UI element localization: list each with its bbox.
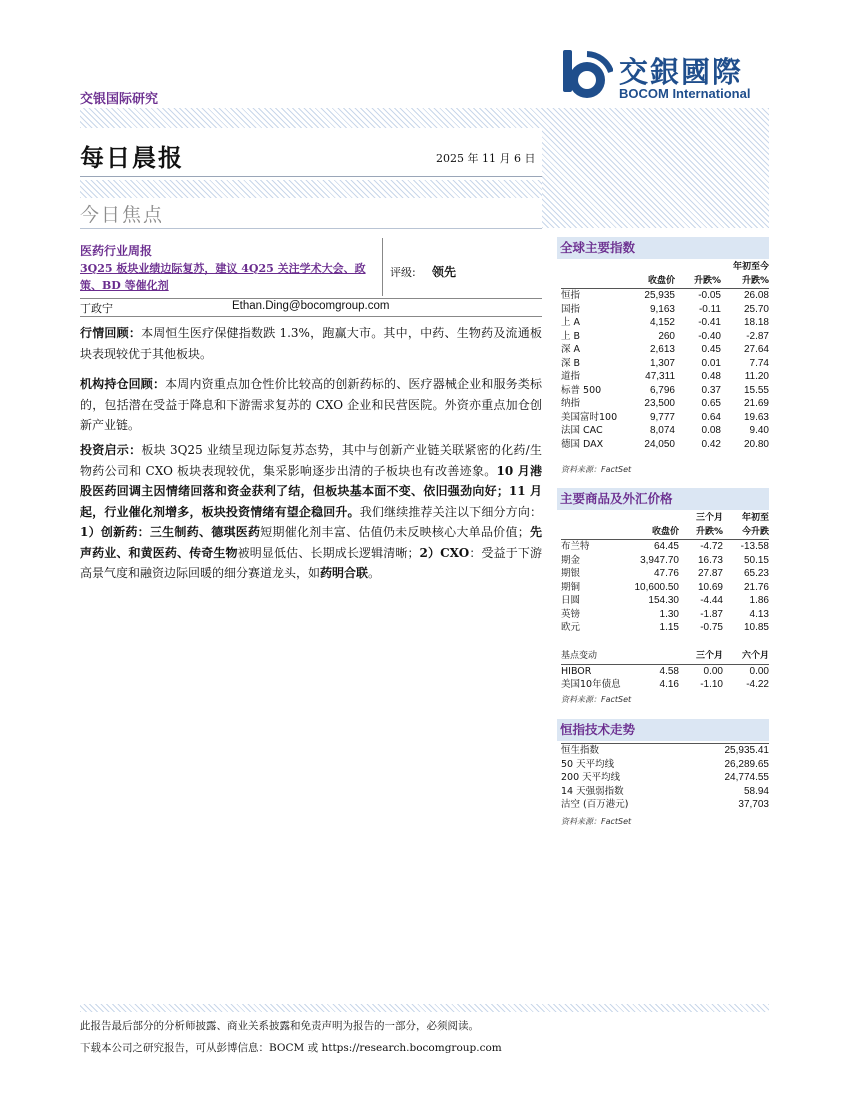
- index-row-ytd: 21.69: [743, 398, 769, 409]
- index-row: [561, 316, 769, 330]
- p3-t3: 短期催化剂丰富、估值仍未反映核心大单品价值；: [260, 525, 530, 539]
- commodity-row-ytd: 50.15: [743, 554, 769, 566]
- index-row-close: 2,613: [649, 344, 675, 355]
- rates-header-row: [561, 650, 769, 664]
- index-row-name: 纳指: [561, 398, 581, 409]
- index-row-close: 9,777: [649, 411, 675, 423]
- bocom-logo: [557, 48, 769, 104]
- index-row-chg: 0.45: [701, 344, 721, 355]
- commodity-row-m3: -1.87: [700, 608, 723, 620]
- research-label: 交银国际研究: [80, 92, 159, 107]
- technical-row-value: 37,703: [738, 799, 769, 810]
- technical-row: [561, 771, 769, 785]
- index-row-chg: 0.01: [701, 357, 721, 369]
- rating-value: 领先: [432, 265, 457, 279]
- commodity-row-ytd: 65.23: [743, 568, 769, 579]
- col-3m-a: 三个月: [695, 513, 723, 523]
- index-row-close: 260: [658, 330, 675, 342]
- p3-t1: 板块 3Q25 业绩呈现边际复苏态势，其中与创新产业链关联紧密的化药/生物药公司和 CXO 板块表现较优，集采影响逐步出清的子板块也有改善迹象。: [80, 443, 542, 478]
- index-row-name: 道指: [561, 371, 581, 382]
- report-category: 医药行业周报: [80, 244, 153, 258]
- footer-download[interactable]: 下载本公司之研究报告，可从彭博信息：BOCM 或 https://research.bocomgroup.com: [80, 1042, 502, 1054]
- p2-text: 本周内资重点加仓性价比较高的创新药标的、医疗器械企业和服务类标的，包括潜在受益于降息和下游需求复苏的 CXO 企业和民营医院。外资亦重点加仓创新产业链。: [80, 377, 542, 432]
- bocom-logo-mark: [557, 48, 613, 104]
- commodity-row-ytd: 10.85: [743, 622, 769, 633]
- index-row-close: 23,500: [644, 398, 675, 409]
- commodity-row-close: 47.76: [653, 568, 679, 579]
- index-row-chg: -0.41: [698, 317, 721, 328]
- p1-lead: 行情回顾：: [80, 326, 142, 340]
- index-row-close: 6,796: [649, 384, 675, 396]
- commodity-row-close: 3,947.70: [640, 554, 679, 566]
- p3-b1: 10 月港股医药回调主因情绪回落和资金获利了结，但板块基本面不变、依旧强劲向好；11 月起，行业催化剂增多，板块投资情绪有望企稳回升。: [80, 463, 542, 519]
- p3-t4: 被明显低估、长期成长逻辑清晰；: [237, 545, 420, 560]
- commodity-row-ytd: 21.76: [743, 581, 769, 593]
- commodity-row-ytd: -13.58: [740, 541, 769, 552]
- rate-row-name: 美国10年债息: [561, 679, 621, 690]
- commodity-row-name: 期铜: [561, 581, 581, 593]
- title-divider: [80, 176, 542, 177]
- technical-row: [561, 744, 769, 758]
- index-row: [561, 330, 769, 344]
- commodity-row-name: 期金: [561, 554, 581, 566]
- analyst-divider: [80, 316, 542, 317]
- index-row: [561, 397, 769, 411]
- rate-row-m6: 0.00: [749, 665, 769, 677]
- index-row-chg: 0.08: [701, 425, 721, 436]
- index-row-ytd: 7.74: [749, 357, 769, 369]
- p3-b4: 2）CXO: [419, 545, 470, 560]
- commodity-row: [561, 621, 769, 635]
- technical-row: [561, 798, 769, 812]
- report-box: [80, 238, 542, 299]
- commodity-row: [561, 594, 769, 608]
- p3-t2: 我们继续推荐关注以下细分方向：: [359, 504, 542, 519]
- analyst-name: 丁政宁: [80, 302, 113, 315]
- index-row-ytd: -2.87: [746, 330, 769, 342]
- indices-table: [561, 261, 769, 451]
- commodity-row-m3: 27.87: [697, 568, 723, 579]
- index-row-chg: 0.37: [701, 384, 721, 396]
- commodity-row: [561, 554, 769, 568]
- commodity-row-ytd: 4.13: [749, 608, 769, 620]
- index-row-close: 25,935: [644, 290, 675, 301]
- index-row-ytd: 11.20: [744, 371, 769, 382]
- commodity-row-m3: -4.72: [700, 541, 723, 552]
- col-3m-b: 升跌%: [695, 526, 723, 537]
- index-row-name: 恒指: [561, 290, 581, 301]
- col-ytd-chg: 升跌%: [741, 275, 769, 286]
- paragraph-investment: [80, 440, 542, 584]
- index-row-ytd: 26.08: [743, 290, 769, 301]
- index-row-chg: 0.42: [701, 438, 721, 450]
- p3-t6: 。: [368, 566, 381, 580]
- index-row-close: 4,152: [649, 317, 675, 328]
- technical-row-value: 25,935.41: [724, 745, 769, 756]
- index-row: [561, 289, 769, 303]
- index-row-name: 深 B: [561, 357, 581, 369]
- focus-divider: [80, 228, 542, 229]
- indices-source: 资料来源：FactSet: [561, 465, 632, 474]
- col-close: 收盘价: [647, 275, 675, 286]
- focus-band: [80, 180, 542, 198]
- index-row: [561, 343, 769, 357]
- col-ytd: 年初至今: [732, 262, 769, 272]
- paragraph-holdings: [80, 374, 542, 436]
- footer-disclaimer: 此报告最后部分的分析师披露、商业关系披露和免责声明为报告的一部分，必须阅读。: [80, 1020, 479, 1032]
- rate-row-m3: 0.00: [703, 665, 723, 677]
- p3-b5: 药明合联: [320, 566, 369, 580]
- technical-row-value: 24,774.55: [724, 772, 769, 783]
- index-row-chg: -0.40: [698, 330, 721, 342]
- technical-row-name: 50 天平均线: [561, 758, 615, 770]
- rates-col-6m: 六个月: [741, 651, 769, 661]
- index-row-name: 德国 DAX: [561, 438, 604, 450]
- technicals-source: 资料来源：FactSet: [561, 817, 632, 826]
- index-row: [561, 370, 769, 384]
- index-row-ytd: 18.18: [743, 317, 769, 328]
- p1-text: 本周恒生医疗保健指数跌 1.3%，跑赢大市。其中，中药、生物药及流通板块表现较优于其他板块。: [80, 326, 542, 361]
- commodities-header-row-1: [561, 512, 769, 526]
- technical-row: [561, 785, 769, 799]
- index-row-name: 法国 CAC: [561, 425, 603, 436]
- indices-header-row-1: [561, 261, 769, 275]
- technical-row-value: 58.94: [743, 785, 769, 797]
- footer-band: [80, 1004, 769, 1012]
- index-row: [561, 424, 769, 438]
- technical-row-name: 200 天平均线: [561, 772, 621, 783]
- index-row-chg: -0.11: [698, 303, 721, 315]
- rating-label: 评级:: [390, 266, 416, 279]
- paragraph-market-review: [80, 323, 542, 364]
- technical-row-name: 沽空 (百万港元): [561, 799, 629, 810]
- index-row-name: 上 A: [561, 317, 581, 328]
- rates-label: 基点变动: [561, 651, 598, 661]
- commodity-row-m3: -0.75: [700, 622, 723, 633]
- p3-b3: 先声药业、和黄医药、传奇生物: [80, 525, 542, 560]
- technical-row-name: 恒生指数: [561, 745, 600, 756]
- rating-divider: [382, 238, 383, 296]
- index-row-chg: -0.05: [698, 290, 721, 301]
- technical-row-value: 26,289.65: [724, 758, 769, 770]
- index-row-name: 美国富时100: [561, 411, 618, 423]
- logo-en-text: BOCOM International: [619, 86, 751, 101]
- index-row: [561, 384, 769, 398]
- index-row-close: 9,163: [649, 303, 675, 315]
- index-row-name: 国指: [561, 303, 581, 315]
- rates-col-3m: 三个月: [695, 651, 723, 661]
- p2-lead: 机构持仓回顾：: [80, 377, 166, 391]
- col-ytd-a: 年初至: [741, 513, 769, 523]
- commodities-header-row-2: [561, 526, 769, 540]
- focus-title: 今日焦点: [80, 204, 165, 226]
- commodity-row-close: 10,600.50: [634, 581, 679, 593]
- p3-lead: 投资启示：: [80, 443, 142, 457]
- technical-row: [561, 758, 769, 772]
- index-row-ytd: 27.64: [743, 344, 769, 355]
- index-row-ytd: 15.55: [743, 384, 769, 396]
- index-row-close: 1,307: [649, 357, 675, 369]
- p3-b2: 1）创新药：三生制药、德琪医药: [80, 525, 261, 539]
- index-row: [561, 438, 769, 452]
- report-date: 2025 年 11 月 6 日: [436, 152, 536, 165]
- index-row: [561, 303, 769, 317]
- col-ytd-b: 今升跌: [741, 526, 769, 537]
- index-row: [561, 411, 769, 425]
- index-row-name: 深 A: [561, 344, 581, 355]
- commodity-row-name: 英镑: [561, 608, 581, 620]
- page-title: 每日晨报: [80, 143, 184, 172]
- index-row: [561, 357, 769, 371]
- rate-row-name: HIBOR: [561, 665, 592, 677]
- rate-row: [561, 664, 769, 678]
- commodity-row-m3: 16.73: [697, 554, 723, 566]
- technicals-header: 恒指技术走势: [557, 719, 769, 741]
- index-row-ytd: 19.63: [743, 411, 769, 423]
- commodity-row-name: 布兰特: [561, 541, 590, 552]
- p3-t5: ：受益于下游高景气度和融资边际回暖的细分赛道龙头，如: [80, 545, 542, 580]
- rate-row-m3: -1.10: [700, 679, 723, 690]
- commodity-row: [561, 567, 769, 581]
- rate-row-m6: -4.22: [746, 679, 769, 690]
- rate-row: [561, 678, 769, 692]
- report-title-link[interactable]: 3Q25 板块业绩边际复苏，建议 4Q25 关注学术大会、政策、BD 等催化剂: [80, 262, 366, 292]
- commodity-row-close: 154.30: [648, 595, 679, 606]
- commodity-row-name: 日圆: [561, 595, 581, 606]
- technicals-table: [561, 743, 769, 812]
- commodity-row: [561, 581, 769, 595]
- index-row-chg: 0.65: [701, 398, 721, 409]
- commodities-header: 主要商品及外汇价格: [557, 488, 769, 510]
- indices-header-row-2: [561, 275, 769, 289]
- col-close-c: 收盘价: [651, 526, 679, 537]
- commodity-row: [561, 540, 769, 554]
- side-band: [542, 128, 769, 228]
- index-row-ytd: 25.70: [743, 303, 769, 315]
- index-row-name: 上 B: [561, 330, 581, 342]
- analyst-email[interactable]: Ethan.Ding@bocomgroup.com: [232, 300, 390, 312]
- commodity-row-close: 1.15: [659, 622, 679, 633]
- logo-cn-text: 交銀國際: [619, 55, 744, 89]
- rates-table: [561, 650, 769, 692]
- index-row-ytd: 9.40: [749, 425, 769, 436]
- index-row-close: 8,074: [649, 425, 675, 436]
- commodity-row-close: 1.30: [659, 608, 679, 620]
- rate-row-close: 4.16: [659, 679, 679, 690]
- commodity-row-ytd: 1.86: [749, 595, 769, 606]
- commodity-row: [561, 608, 769, 622]
- header-band: [80, 108, 769, 128]
- indices-header: 全球主要指数: [557, 237, 769, 259]
- commodity-row-close: 64.45: [653, 541, 679, 552]
- index-row-close: 47,311: [645, 371, 675, 382]
- commodity-row-m3: 10.69: [697, 581, 723, 593]
- col-chg: 升跌%: [693, 275, 721, 286]
- commodity-row-m3: -4.44: [700, 595, 723, 606]
- index-row-ytd: 20.80: [743, 438, 769, 450]
- rate-row-close: 4.58: [659, 665, 679, 677]
- index-row-name: 标普 500: [561, 384, 602, 396]
- commodity-row-name: 欧元: [561, 622, 581, 633]
- index-row-chg: 0.48: [701, 371, 721, 382]
- commodities-table: [561, 512, 769, 635]
- commodity-row-name: 期银: [561, 568, 581, 579]
- technical-row-name: 14 天强弱指数: [561, 785, 624, 797]
- index-row-close: 24,050: [644, 438, 675, 450]
- index-row-chg: 0.64: [701, 411, 721, 423]
- commodities-source: 资料来源：FactSet: [561, 695, 632, 704]
